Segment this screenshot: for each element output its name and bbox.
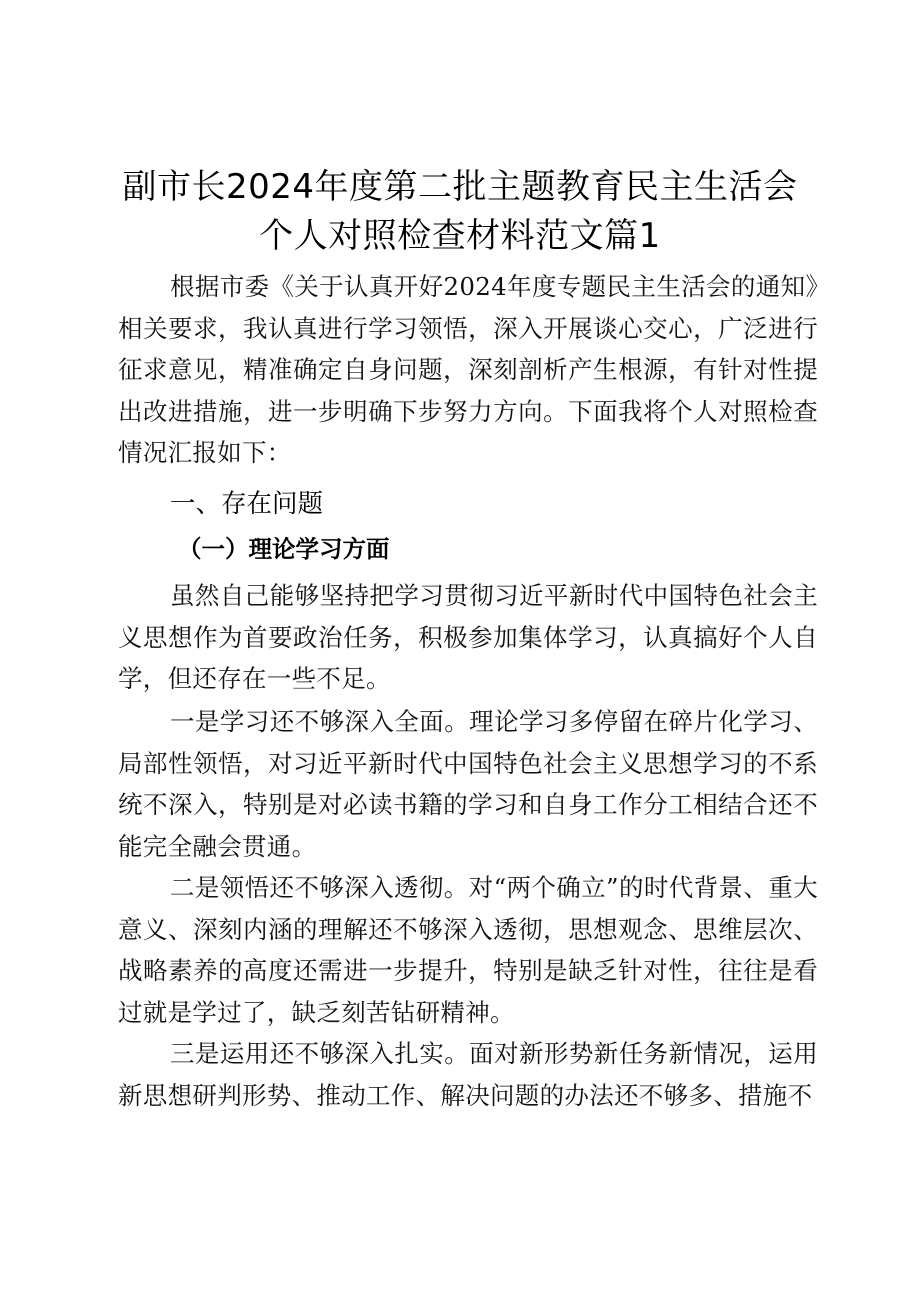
subsection-heading: （一）理论学习方面 <box>178 535 390 563</box>
point-1-paragraph: 一是学习还不够深入全面。理论学习多停留在碎片化学习、局部性领悟，对习近平新时代中国特色社会主义思想学习的不系统不深入，特别是对必读书籍的学习和自身工作分工相结合还不能完全融会贯通。 <box>118 707 818 861</box>
document-title-line-2: 个人对照检查材料范文篇1 <box>259 216 661 256</box>
point-3-paragraph: 三是运用还不够深入扎实。面对新形势新任务新情况，运用新思想研判形势、推动工作、解决问题的办法还不够多、措施不 <box>118 1039 818 1110</box>
point-2-paragraph: 二是领悟还不够深入透彻。对“两个确立”的时代背景、重大意义、深刻内涵的理解还不够深入透彻，思想观念、思维层次、战略素养的高度还需进一步提升，特别是缺乏针对性，往往是看过就是学过了，缺乏刻苦钻研精神。 <box>118 873 818 1027</box>
summary-paragraph: 虽然自己能够坚持把学习贯彻习近平新时代中国特色社会主义思想作为首要政治任务，积极参加集体学习，认真搞好个人自学，但还存在一些不足。 <box>118 581 818 693</box>
document-title-line-1: 副市长2024年度第二批主题教育民主生活会 <box>122 167 798 207</box>
section-heading: 一、存在问题 <box>170 489 324 519</box>
intro-paragraph: 根据市委《关于认真开好2024年度专题民主生活会的通知》相关要求，我认真进行学习领悟，深入开展谈心交心，广泛进行征求意见，精准确定自身问题，深刻剖析产生根源，有针对性提出改进措施，进一步明确下步努力方向。下面我将个人对照检查情况汇报如下： <box>118 272 818 467</box>
